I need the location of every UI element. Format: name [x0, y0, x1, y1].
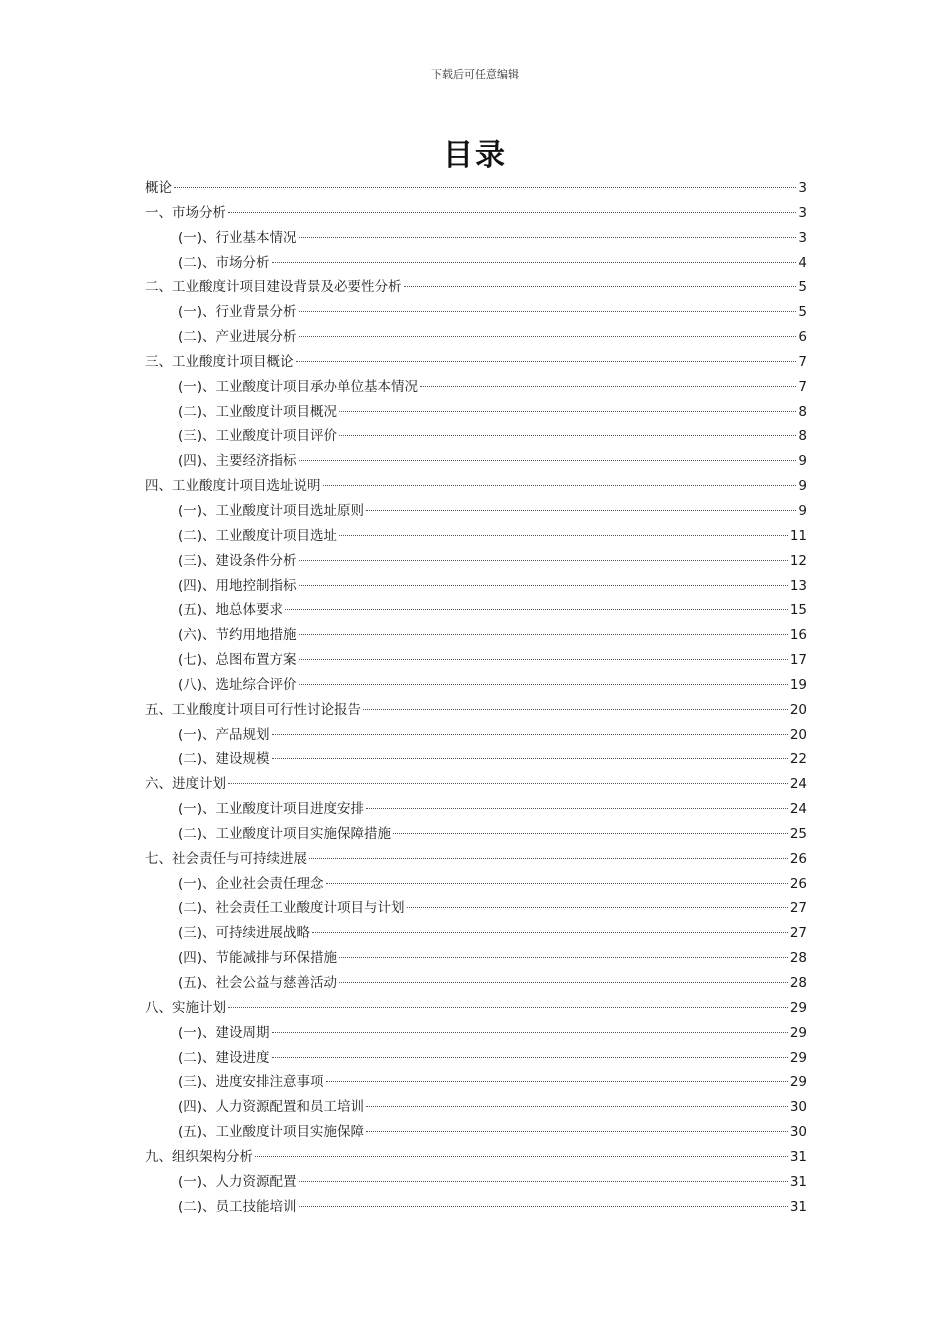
toc-entry-page-number: 9 — [798, 478, 807, 495]
toc-dot-leader — [366, 510, 796, 511]
toc-entry[interactable] — [145, 251, 807, 276]
toc-entry-label: (一)、工业酸度计项目承办单位基本情况 — [178, 378, 419, 395]
toc-entry[interactable] — [145, 921, 807, 946]
toc-entry-label: (五)、工业酸度计项目实施保障 — [178, 1124, 365, 1141]
toc-entry[interactable] — [145, 1170, 807, 1195]
toc-dot-leader — [407, 907, 788, 908]
toc-entry-page-number: 5 — [798, 279, 807, 296]
toc-entry[interactable] — [145, 598, 807, 623]
toc-entry-label: (二)、建设规模 — [178, 751, 270, 768]
toc-dot-leader — [299, 237, 797, 238]
toc-entry-page-number: 11 — [789, 527, 807, 544]
toc-dot-leader — [366, 1131, 788, 1132]
toc-dot-leader — [272, 1057, 788, 1058]
toc-entry-label: (一)、产品规划 — [178, 726, 270, 743]
toc-entry-label: (二)、员工技能培训 — [178, 1198, 297, 1215]
toc-entry[interactable] — [145, 872, 807, 897]
toc-entry-page-number: 26 — [789, 875, 807, 892]
toc-entry[interactable] — [145, 574, 807, 599]
toc-entry[interactable] — [145, 400, 807, 425]
toc-entry[interactable] — [145, 1021, 807, 1046]
toc-entry-label: (二)、工业酸度计项目选址 — [178, 527, 338, 544]
toc-entry[interactable] — [145, 549, 807, 574]
toc-entry[interactable] — [145, 971, 807, 996]
toc-entry-page-number: 28 — [789, 975, 807, 991]
toc-entry-page-number: 29 — [789, 1074, 807, 1091]
toc-dot-leader — [312, 932, 788, 933]
toc-entry[interactable] — [145, 797, 807, 822]
toc-entry-label: (四)、节能减排与环保措施 — [178, 950, 338, 967]
toc-dot-leader — [299, 684, 788, 685]
toc-entry[interactable] — [145, 424, 807, 449]
toc-entry-label: (三)、建设条件分析 — [178, 552, 297, 569]
toc-entry-label: (二)、建设进度 — [178, 1049, 270, 1066]
toc-entry-page-number: 29 — [789, 1024, 807, 1041]
toc-dot-leader — [299, 1181, 788, 1182]
toc-entry-label: (一)、建设周期 — [178, 1024, 270, 1041]
toc-dot-leader — [339, 435, 796, 436]
toc-entry[interactable] — [145, 201, 807, 226]
toc-dot-leader — [299, 585, 788, 586]
toc-dot-leader — [272, 758, 788, 759]
toc-entry-label: (一)、人力资源配置 — [178, 1173, 297, 1190]
toc-entry[interactable] — [145, 772, 807, 797]
toc-entry-page-number: 25 — [789, 825, 807, 842]
toc-dot-leader — [228, 783, 788, 784]
toc-dot-leader — [323, 485, 797, 486]
toc-dot-leader — [326, 883, 788, 884]
toc-entry-page-number: 3 — [798, 204, 807, 221]
toc-entry[interactable] — [145, 747, 807, 772]
toc-entry-page-number: 30 — [789, 1124, 807, 1141]
toc-entry[interactable] — [145, 698, 807, 723]
toc-dot-leader — [228, 212, 796, 213]
toc-entry-page-number: 9 — [798, 502, 807, 519]
toc-entry-page-number: 13 — [789, 577, 807, 594]
toc-title: 目录 — [443, 138, 507, 173]
toc-entry[interactable] — [145, 1095, 807, 1120]
toc-entry[interactable] — [145, 723, 807, 748]
toc-entry-page-number: 3 — [798, 180, 807, 196]
toc-entry-label: (三)、工业酸度计项目评价 — [178, 428, 338, 445]
toc-entry[interactable] — [145, 1070, 807, 1095]
toc-entry-page-number: 24 — [789, 776, 807, 793]
toc-entry-label: (二)、市场分析 — [178, 254, 270, 271]
toc-entry[interactable] — [145, 524, 807, 549]
toc-entry-page-number: 3 — [798, 229, 807, 246]
toc-dot-leader — [228, 1007, 788, 1008]
table-of-contents — [145, 176, 807, 1219]
toc-dot-leader — [420, 386, 796, 387]
toc-entry-page-number: 20 — [789, 726, 807, 743]
toc-entry-page-number: 31 — [789, 1148, 807, 1165]
toc-entry-page-number: 6 — [798, 329, 807, 346]
toc-entry[interactable] — [145, 176, 807, 201]
toc-entry[interactable] — [145, 623, 807, 648]
toc-entry-page-number: 16 — [789, 627, 807, 644]
toc-dot-leader — [299, 659, 788, 660]
toc-entry-page-number: 30 — [789, 1099, 807, 1116]
toc-entry-page-number: 20 — [789, 701, 807, 718]
toc-entry-label: 六、进度计划 — [145, 776, 226, 793]
toc-entry-label: 四、工业酸度计项目选址说明 — [145, 478, 321, 495]
toc-entry-label: (四)、人力资源配置和员工培训 — [178, 1099, 365, 1116]
toc-entry-page-number: 29 — [789, 1049, 807, 1066]
toc-entry-page-number: 28 — [789, 950, 807, 967]
toc-entry-label: (二)、社会责任工业酸度计项目与计划 — [178, 900, 405, 917]
toc-entry-page-number: 22 — [789, 751, 807, 768]
toc-dot-leader — [272, 1032, 788, 1033]
toc-entry-label: 七、社会责任与可持续进展 — [145, 850, 307, 867]
toc-entry[interactable] — [145, 474, 807, 499]
toc-entry-label: 三、工业酸度计项目概论 — [145, 353, 294, 370]
toc-entry-label: (一)、工业酸度计项目选址原则 — [178, 502, 365, 519]
toc-entry[interactable] — [145, 1120, 807, 1145]
toc-entry[interactable] — [145, 275, 807, 300]
toc-entry-page-number: 5 — [798, 304, 807, 321]
toc-dot-leader — [366, 1106, 788, 1107]
toc-entry[interactable] — [145, 822, 807, 847]
toc-entry-label: (二)、产业进展分析 — [178, 329, 297, 346]
toc-dot-leader — [309, 858, 788, 859]
toc-dot-leader — [339, 982, 788, 983]
toc-dot-leader — [339, 535, 788, 536]
toc-entry-label: (三)、可持续进展战略 — [178, 925, 311, 942]
toc-entry-label: (一)、行业基本情况 — [178, 229, 297, 246]
toc-entry[interactable] — [145, 847, 807, 872]
toc-entry[interactable] — [145, 300, 807, 325]
toc-entry[interactable] — [145, 946, 807, 971]
toc-dot-leader — [299, 460, 797, 461]
toc-entry[interactable] — [145, 226, 807, 251]
toc-entry-label: (一)、企业社会责任理念 — [178, 875, 324, 892]
toc-entry[interactable] — [145, 996, 807, 1021]
toc-entry-label: 概论 — [145, 180, 172, 196]
toc-entry-label: (三)、进度安排注意事项 — [178, 1074, 324, 1091]
toc-dot-leader — [299, 1206, 788, 1207]
toc-dot-leader — [296, 361, 797, 362]
toc-dot-leader — [299, 336, 797, 337]
toc-entry[interactable] — [145, 648, 807, 673]
toc-dot-leader — [272, 262, 797, 263]
toc-dot-leader — [174, 187, 796, 188]
toc-entry-page-number: 19 — [789, 676, 807, 693]
toc-dot-leader — [393, 833, 788, 834]
toc-entry-page-number: 12 — [789, 552, 807, 569]
toc-entry[interactable] — [145, 499, 807, 524]
toc-entry[interactable] — [145, 449, 807, 474]
toc-dot-leader — [255, 1156, 788, 1157]
toc-entry-page-number: 17 — [789, 652, 807, 669]
toc-entry-label: (五)、社会公益与慈善活动 — [178, 975, 338, 991]
toc-entry-page-number: 8 — [798, 428, 807, 445]
toc-entry[interactable] — [145, 350, 807, 375]
toc-entry-page-number: 15 — [789, 602, 807, 619]
toc-entry-page-number: 7 — [798, 353, 807, 370]
page-header: 下载后可任意编辑 — [431, 68, 519, 81]
toc-entry-label: (五)、地总体要求 — [178, 602, 284, 619]
toc-entry[interactable] — [145, 375, 807, 400]
toc-entry-label: 八、实施计划 — [145, 999, 226, 1016]
toc-dot-leader — [339, 957, 788, 958]
toc-dot-leader — [299, 560, 788, 561]
toc-entry-label: (八)、选址综合评价 — [178, 676, 297, 693]
toc-entry-label: (七)、总图布置方案 — [178, 652, 297, 669]
toc-entry-label: (一)、行业背景分析 — [178, 304, 297, 321]
toc-entry[interactable] — [145, 1046, 807, 1071]
toc-entry-label: (四)、主要经济指标 — [178, 453, 297, 470]
toc-entry-page-number: 31 — [789, 1198, 807, 1215]
toc-dot-leader — [272, 734, 788, 735]
toc-dot-leader — [404, 286, 797, 287]
toc-dot-leader — [366, 808, 788, 809]
toc-dot-leader — [299, 634, 788, 635]
toc-dot-leader — [299, 311, 797, 312]
toc-entry[interactable] — [145, 673, 807, 698]
toc-entry-label: 九、组织架构分析 — [145, 1148, 253, 1165]
toc-dot-leader — [363, 709, 788, 710]
toc-entry-label: (二)、工业酸度计项目概况 — [178, 403, 338, 420]
toc-entry[interactable] — [145, 896, 807, 921]
toc-entry-label: 二、工业酸度计项目建设背景及必要性分析 — [145, 279, 402, 296]
toc-entry-page-number: 8 — [798, 403, 807, 420]
toc-entry-label: (六)、节约用地措施 — [178, 627, 297, 644]
toc-entry-label: (一)、工业酸度计项目进度安排 — [178, 801, 365, 818]
toc-dot-leader — [285, 609, 788, 610]
toc-entry-page-number: 24 — [789, 801, 807, 818]
toc-entry-page-number: 27 — [789, 900, 807, 917]
toc-entry-page-number: 4 — [798, 254, 807, 271]
toc-entry-page-number: 29 — [789, 999, 807, 1016]
toc-entry-page-number: 7 — [798, 378, 807, 395]
toc-entry[interactable] — [145, 325, 807, 350]
toc-entry-page-number: 27 — [789, 925, 807, 942]
toc-dot-leader — [326, 1081, 788, 1082]
toc-entry[interactable] — [145, 1195, 807, 1220]
toc-entry-label: (二)、工业酸度计项目实施保障措施 — [178, 825, 392, 842]
toc-entry-label: (四)、用地控制指标 — [178, 577, 297, 594]
toc-entry-label: 五、工业酸度计项目可行性讨论报告 — [145, 701, 361, 718]
toc-dot-leader — [339, 411, 796, 412]
toc-entry-page-number: 26 — [789, 850, 807, 867]
toc-entry-label: 一、市场分析 — [145, 204, 226, 221]
toc-entry-page-number: 31 — [789, 1173, 807, 1190]
toc-entry[interactable] — [145, 1145, 807, 1170]
toc-entry-page-number: 9 — [798, 453, 807, 470]
